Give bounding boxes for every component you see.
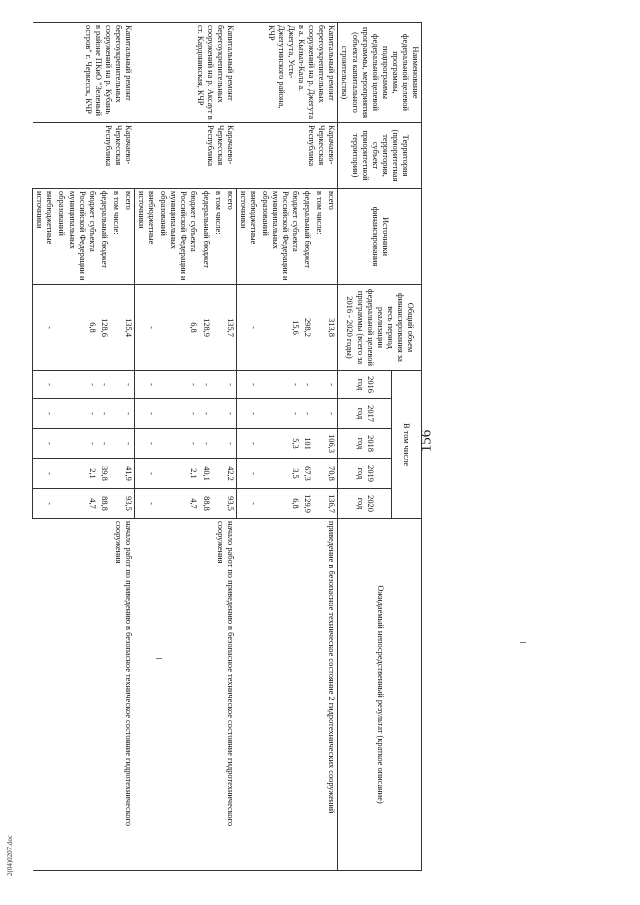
year-amount bbox=[313, 489, 325, 519]
year-amount: - bbox=[199, 429, 211, 459]
header-year: 2018 год bbox=[338, 429, 391, 459]
project-name: Капитальный ремонт берегоукрепительных сооружений на р. Аксаут в ст. Кардоникская, КЧР bbox=[134, 23, 236, 123]
year-amount bbox=[110, 399, 122, 429]
year-amount: 6,8 bbox=[259, 489, 301, 519]
total-amount: 6,8 bbox=[157, 285, 199, 371]
header-result: Ожидаемый непосредственный результат (краткое описание) bbox=[338, 519, 422, 871]
header-sources: Источники финансирования bbox=[338, 189, 422, 285]
funding-source: всего bbox=[325, 189, 338, 285]
year-amount: - bbox=[55, 399, 97, 429]
funding-source: всего bbox=[224, 189, 237, 285]
year-amount bbox=[110, 371, 122, 399]
year-amount: - bbox=[157, 399, 199, 429]
year-amount bbox=[212, 459, 224, 489]
year-amount: - bbox=[98, 399, 110, 429]
total-amount: - bbox=[33, 285, 56, 371]
project-territory: Карачаево-Черкесская Республика bbox=[134, 123, 236, 189]
year-amount: - bbox=[301, 399, 313, 429]
table-row bbox=[325, 23, 338, 871]
total-amount bbox=[313, 285, 325, 371]
year-amount: - bbox=[122, 399, 135, 429]
year-amount: - bbox=[134, 489, 157, 519]
year-amount: 136,7 bbox=[325, 489, 338, 519]
year-amount: - bbox=[224, 371, 237, 399]
funding-source: внебюджетные источники bbox=[134, 189, 157, 285]
page-number: 156 bbox=[418, 429, 435, 453]
scan-mark bbox=[520, 642, 526, 643]
year-amount: 2,1 bbox=[157, 459, 199, 489]
funding-source: федеральный бюджет bbox=[199, 189, 211, 285]
year-amount: - bbox=[325, 399, 338, 429]
year-amount: 41,9 bbox=[122, 459, 135, 489]
year-amount: - bbox=[224, 399, 237, 429]
year-amount: - bbox=[157, 371, 199, 399]
year-amount: - bbox=[134, 429, 157, 459]
funding-source: внебюджетные источники bbox=[33, 189, 56, 285]
year-amount: - bbox=[122, 371, 135, 399]
year-amount: 5,3 bbox=[259, 429, 301, 459]
year-amount: - bbox=[236, 399, 259, 429]
year-amount: 42,2 bbox=[224, 459, 237, 489]
year-amount bbox=[110, 489, 122, 519]
expected-result: начало работ по приведению в безопасное техническое состояние гидротехнического сооружения bbox=[33, 519, 135, 871]
year-amount: - bbox=[325, 371, 338, 399]
year-amount: 93,5 bbox=[224, 489, 237, 519]
year-amount: - bbox=[33, 459, 56, 489]
year-amount: 4,7 bbox=[55, 489, 97, 519]
total-amount bbox=[110, 285, 122, 371]
funding-source: федеральный бюджет bbox=[98, 189, 110, 285]
year-amount: 3,5 bbox=[259, 459, 301, 489]
expected-result: приведение в безопасное техническое состояние 2 гидротехнических сооружений bbox=[236, 519, 338, 871]
year-amount: 88,8 bbox=[199, 489, 211, 519]
project-territory: Карачаево-Черкесская Республика bbox=[236, 123, 338, 189]
year-amount: - bbox=[199, 399, 211, 429]
year-amount bbox=[313, 399, 325, 429]
year-amount bbox=[212, 399, 224, 429]
header-including: В том числе bbox=[391, 371, 421, 519]
year-amount: - bbox=[199, 371, 211, 399]
project-territory: Карачаево-Черкесская Республика bbox=[33, 123, 135, 189]
year-amount: - bbox=[224, 429, 237, 459]
year-amount: 4,7 bbox=[157, 489, 199, 519]
year-amount: - bbox=[55, 429, 97, 459]
funding-source: всего bbox=[122, 189, 135, 285]
year-amount bbox=[110, 459, 122, 489]
header-name: Наименование федеральной целевой программы, подпрограммы федеральной целевой программы, мероприятия (объекта капитального строительства) bbox=[338, 23, 422, 123]
total-amount: 298,2 bbox=[301, 285, 313, 371]
total-amount bbox=[212, 285, 224, 371]
table-body bbox=[33, 23, 338, 871]
table-row bbox=[122, 23, 135, 871]
year-amount: - bbox=[55, 371, 97, 399]
year-amount: - bbox=[157, 429, 199, 459]
total-amount: 15,6 bbox=[259, 285, 301, 371]
funding-source: бюджет субъекта Российской Федерации и муниципальных образований bbox=[259, 189, 301, 285]
year-amount: 40,1 bbox=[199, 459, 211, 489]
header-year: 2016 год bbox=[338, 371, 391, 399]
year-amount: 93,5 bbox=[122, 489, 135, 519]
total-amount: 128,6 bbox=[98, 285, 110, 371]
project-name: Капитальный ремонт берегоукрепительных сооружений на р. Джегута в а. Кызыл-Кала а. Джегута, Усть-Джегутинского района, КЧР bbox=[236, 23, 338, 123]
funding-source: в том числе: bbox=[212, 189, 224, 285]
year-amount bbox=[313, 429, 325, 459]
year-amount: - bbox=[122, 429, 135, 459]
year-amount bbox=[212, 371, 224, 399]
expected-result: начало работ по приведению в безопасное техническое состояние гидротехнического сооружения bbox=[134, 519, 236, 871]
funding-source: в том числе: bbox=[313, 189, 325, 285]
year-amount: 101 bbox=[301, 429, 313, 459]
year-amount: - bbox=[33, 429, 56, 459]
year-amount: 70,8 bbox=[325, 459, 338, 489]
year-amount bbox=[313, 371, 325, 399]
year-amount: - bbox=[236, 429, 259, 459]
year-amount: - bbox=[301, 371, 313, 399]
total-amount: - bbox=[134, 285, 157, 371]
year-amount: - bbox=[33, 489, 56, 519]
year-amount: - bbox=[33, 399, 56, 429]
total-amount: - bbox=[236, 285, 259, 371]
year-amount: 67,3 bbox=[301, 459, 313, 489]
project-name: Капитальный ремонт берегоукрепительных сооружений на р. Кубань в районе ПКиО "Зеленый остров" г. Черкесск, КЧР bbox=[33, 23, 135, 123]
table-row bbox=[224, 23, 237, 871]
year-amount: - bbox=[259, 399, 301, 429]
year-amount bbox=[212, 429, 224, 459]
total-amount: 313,8 bbox=[325, 285, 338, 371]
total-amount: 135,7 bbox=[224, 285, 237, 371]
year-amount: 129,9 bbox=[301, 489, 313, 519]
funding-source: в том числе: bbox=[110, 189, 122, 285]
total-amount: 6,8 bbox=[55, 285, 97, 371]
table-header bbox=[338, 23, 422, 871]
year-amount: - bbox=[134, 371, 157, 399]
year-amount: - bbox=[98, 371, 110, 399]
year-amount: - bbox=[33, 371, 56, 399]
year-amount: - bbox=[236, 371, 259, 399]
year-amount: - bbox=[98, 429, 110, 459]
year-amount bbox=[110, 429, 122, 459]
header-total: Общий объем финансирования за весь период реализации федеральной целевой программы (всего за 2016 - 2020 годы) bbox=[338, 285, 422, 371]
year-amount: - bbox=[134, 459, 157, 489]
program-table-container bbox=[35, 22, 422, 870]
year-amount: 39,8 bbox=[98, 459, 110, 489]
funding-source: бюджет субъекта Российской Федерации и муниципальных образований bbox=[157, 189, 199, 285]
year-amount: 2,1 bbox=[55, 459, 97, 489]
year-amount: - bbox=[236, 459, 259, 489]
year-amount: 106,3 bbox=[325, 429, 338, 459]
total-amount: 135,4 bbox=[122, 285, 135, 371]
year-amount: 88,8 bbox=[98, 489, 110, 519]
year-amount bbox=[313, 459, 325, 489]
header-year: 2017 год bbox=[338, 399, 391, 429]
total-amount: 128,9 bbox=[199, 285, 211, 371]
file-reference: 2(04)0207.doc bbox=[6, 834, 14, 876]
funding-source: бюджет субъекта Российской Федерации и муниципальных образований bbox=[55, 189, 97, 285]
program-table bbox=[32, 22, 422, 871]
year-amount bbox=[212, 489, 224, 519]
year-amount: - bbox=[236, 489, 259, 519]
funding-source: федеральный бюджет bbox=[301, 189, 313, 285]
funding-source: внебюджетные источники bbox=[236, 189, 259, 285]
header-territory: Территория (приоритетная территория, субъект приоритетной территории) bbox=[338, 123, 422, 189]
year-amount: - bbox=[134, 399, 157, 429]
year-amount: - bbox=[259, 371, 301, 399]
header-year: 2019 год bbox=[338, 459, 391, 489]
header-year: 2020 год bbox=[338, 489, 391, 519]
